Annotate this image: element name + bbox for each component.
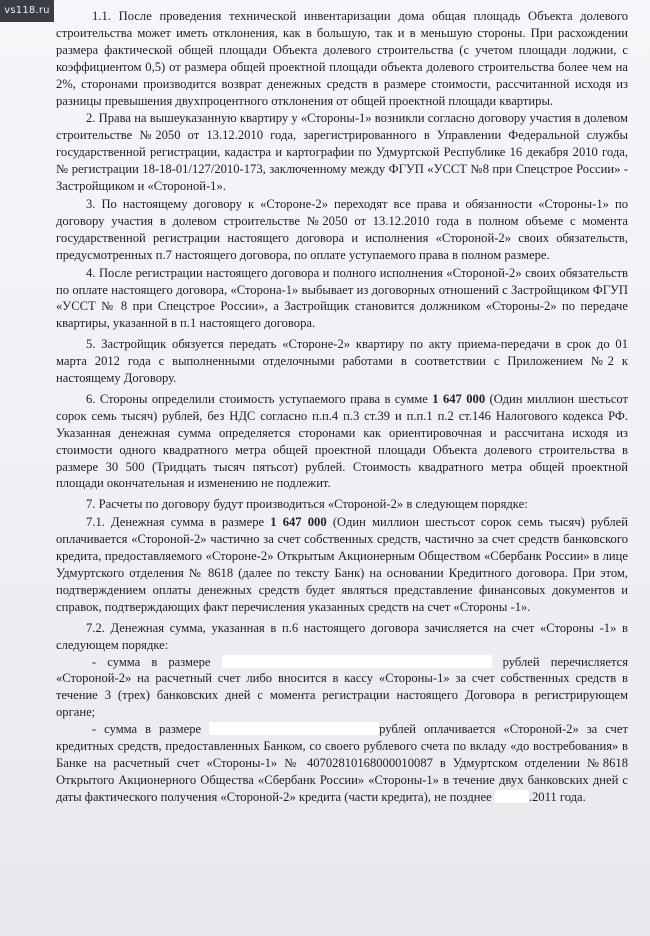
clause-6 <box>56 391 628 492</box>
clause-5: 5. Застройщик обязуется передать «Стороне-2» квартиру по акту приема-передачи в срок до 01 марта 2012 года с выполненными отделочными работами в соответствии с Приложением №2 к настоящему Договору. <box>56 337 628 386</box>
payment-item-1 <box>56 654 628 722</box>
clause-2: 2. Права на вышеуказанную квартиру у «Стороны-1» возникли согласно договору участия в долевом строительстве №2050 от 13.12.2010 года, зарегистрированного в Управлении Федеральной службы государственной регистрации, кадастра и картографии по Удмуртской Республике 16 декабря 2010 года, № регистрации 18-18-01/127/2010-173, заключенному между ФГУП «УССТ №8 при Спецстрое России» - Застройщиком и «Стороной-1». <box>56 111 628 194</box>
payment-item-2-text-start: - сумма в размере <box>92 722 210 737</box>
clause-7-1-text-end: (Один миллион шестьсот сорок семь тысяч) рублей оплачивается «Стороной-2» частично за счет собственных средств, частично за счет средств банковского кредита, предоставляемого «Стороне-2» Открытым Акционерным Обществом «Сбербанк России» в лице Удмуртского отделения № 8618 (далее по тексту Банк) на основании Кредитного договора. При этом, подтверждением оплаты денежных средств будет являться представление финансовых документов и справок, подтверждающих факт перечисления указанных средств на счет «Стороны -1». <box>56 515 628 614</box>
payment-item-2-text-mid: рублей оплачивается «Стороной-2» за счет кредитных средств, предоставленных Банком, со своего рублевого счета по вкладу «до востребования» в Банке на расчетный счет «Стороны-1» № 40702810168000010087 в Удмуртском отделении №8618 Открытого Акционерного Общества «Сбербанк России» «Стороны-1» в течение двух банковских дней с даты фактического получения «Стороной-2» кредита (части кредита), не позднее <box>56 722 628 804</box>
clause-6-text-start: 6. Стороны определили стоимость уступаемого права в сумме <box>86 391 433 406</box>
payment-item-1-text-end: рублей перечисляется «Стороной-2» на расчетный счет либо вносится в кассу «Стороны-1» за счет собственных средств в течение 3 (трех) банковских дней с момента регистрации настоящего Договора в регистрирующем органе; <box>56 654 628 720</box>
clause-7: 7. Расчеты по договору будут производиться «Стороной-2» в следующем порядке: <box>86 497 528 512</box>
clause-6-text-end: (Один миллион шестьсот сорок семь тысяч) рублей, без НДС согласно п.п.4 п.3 ст.39 и п.п.1 п.2 ст.146 Налогового кодекса РФ. Указанная денежная сумма определяется сторонами как ориентировочная и рассчитана исходя из стоимости одного квадратного метра общей проектной площади Объекта долевого строительства в размере 30 500 (Тридцать тысяч пятьсот) рублей. Стоимость квадратного метра общей проектной площади окончательная и изменению не подлежит. <box>56 391 629 491</box>
clause-1-1: 1.1. После проведения технической инвентаризации дома общая площадь Объекта долевого строительства может иметь отклонения, как в большую, так и в меньшую стороны. При расхождении размера фактической общей площади Объекта долевого строительства (с учетом площади лоджии, с коэффициентом 0,5) от размера общей проектной площади объекта долевого строительства более чем на 2%, сторонами производится возврат денежных средств в размере стоимости, рассчитанной исходя из разницы превышения двухпроцентного отклонения от общей проектной площади квартиры. <box>56 9 628 108</box>
payment-item-2-text-end: .2011 года. <box>528 789 586 804</box>
payment-item-2 <box>56 721 628 806</box>
clause-7-1-text-start: 7.1. Денежная сумма в размере <box>86 515 271 530</box>
payment-item-1-text-start: - сумма в размере <box>92 654 222 669</box>
redacted-amount-2 <box>209 722 379 735</box>
clause-6-amount: 1 647 000 <box>432 391 486 406</box>
clause-3: 3. По настоящему договору к «Стороне-2» переходят все права и обязанности «Стороны-1» по договору участия в долевом строительстве №2050 от 13.12.2010 года в полном объеме с момента государственной регистрации настоящего договора и исполнения «Стороной-2» своих обязательств, предусмотренных п.7 настоящего договора, по оплате уступаемого права в полном размере. <box>56 196 628 262</box>
clause-7-1-amount: 1 647 000 <box>270 515 327 530</box>
clause-7-1 <box>56 514 628 615</box>
site-watermark: vs118.ru <box>0 0 54 22</box>
clause-7-2: 7.2. Денежная сумма, указанная в п.6 настоящего договора зачисляется на счет «Стороны -1» в следующем порядке: <box>56 620 628 652</box>
redacted-amount-1 <box>222 655 492 668</box>
redacted-date <box>495 790 529 803</box>
clause-4: 4. После регистрации настоящего договора и полного исполнения «Стороной-2» своих обязательств по оплате настоящего договора, «Сторона-1» выбывает из договорных отношений с Застройщиком ФГУП «УССТ № 8 при Спецстрое России», а Застройщик становится должником «Стороны-2» по передаче квартиры, указанной в п.1 настоящего договора. <box>56 265 628 331</box>
